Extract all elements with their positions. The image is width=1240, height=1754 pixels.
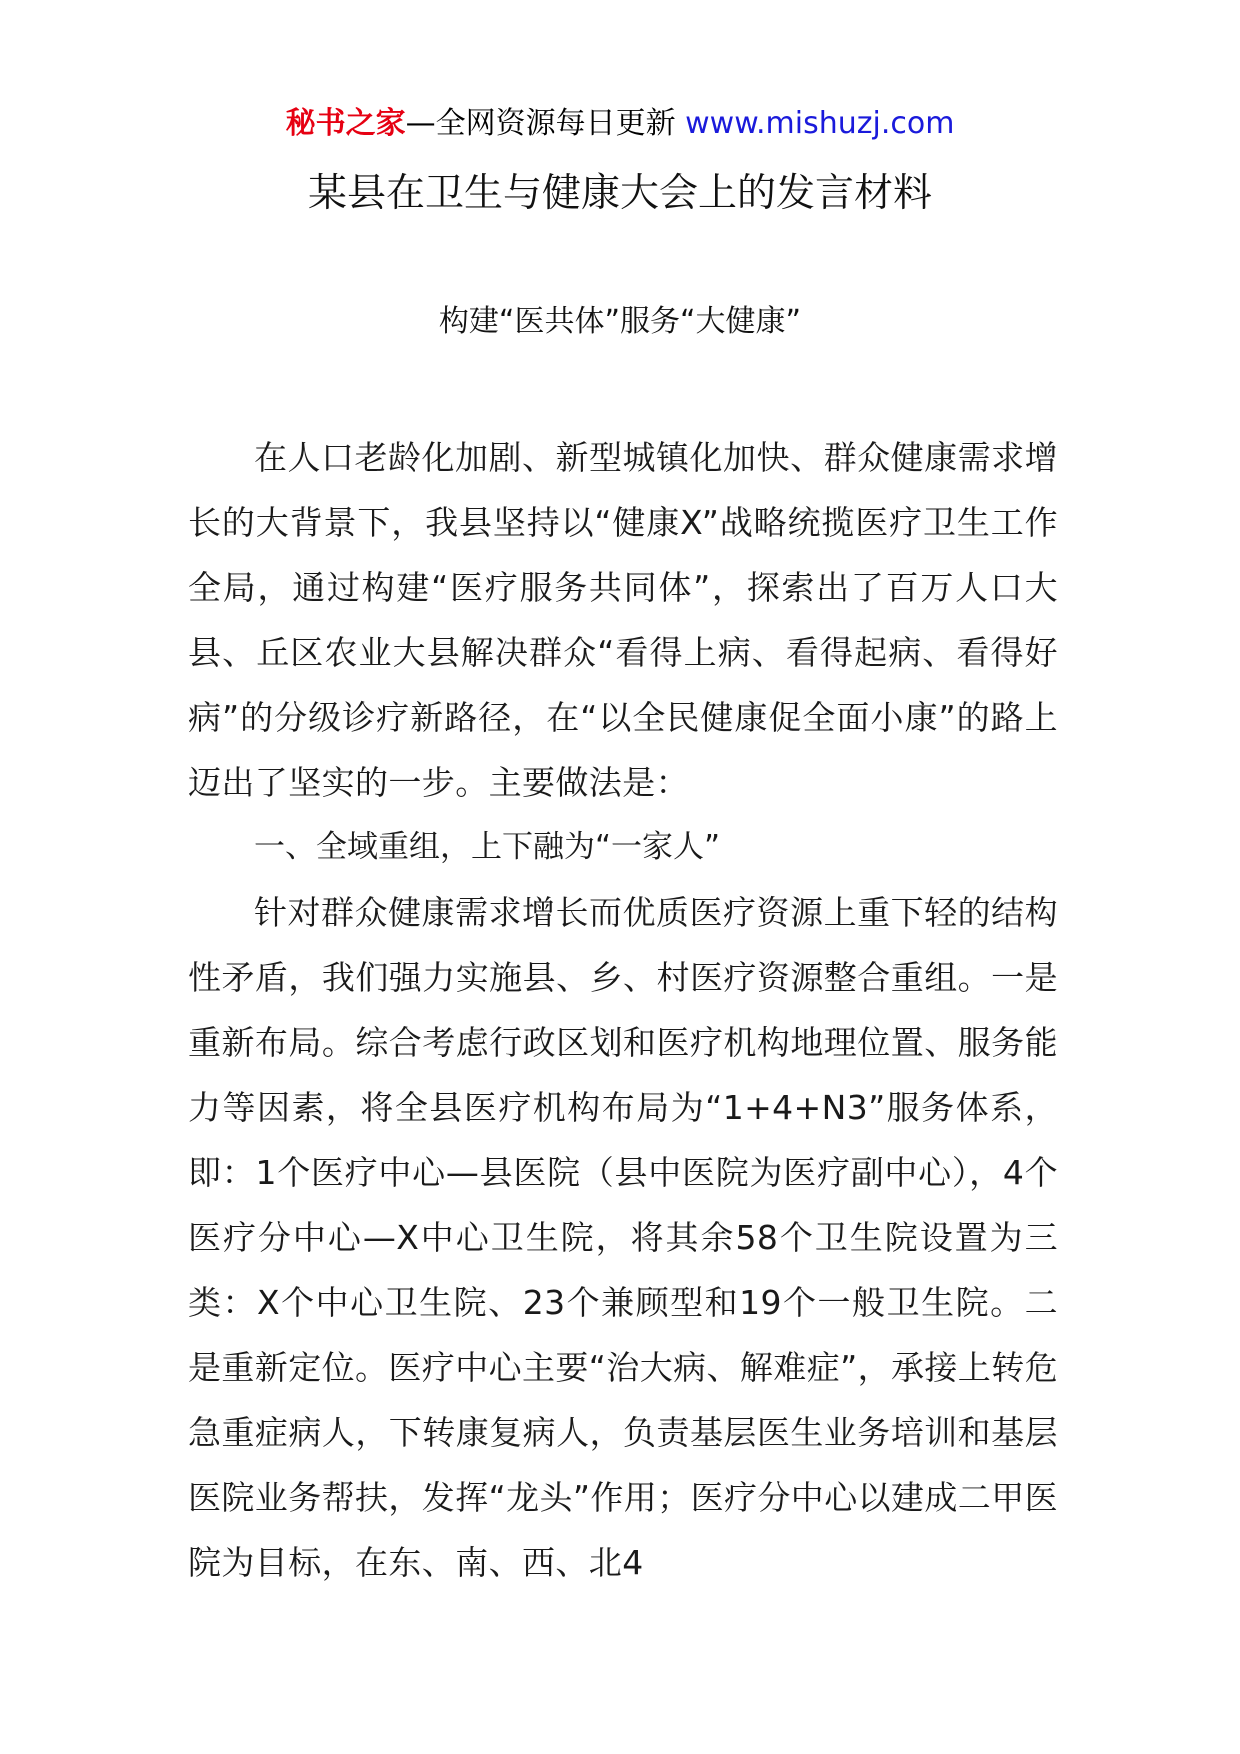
section-heading: 一、全域重组，上下融为“一家人” [254, 829, 721, 865]
intro-paragraph: 在人口老龄化加剧、新型城镇化加快、群众健康需求增长的大背景下，我县坚持以“健康X”战略统揽医疗卫生工作全局，通过构建“医疗服务共同体”，探索出了百万人口大县、丘区农业大县解决群众“看得上病、看得起病、看得好病”的分级诊疗新路径，在“以全民健康促全面小康”的路上迈出了坚实的一步。主要做法是： [188, 438, 1058, 802]
document-subtitle: 构建“医共体”服务“大健康” [438, 304, 802, 339]
header-banner [0, 102, 1240, 146]
document-body [188, 425, 1058, 1595]
website-link[interactable]: www.mishuzj.com [685, 106, 955, 141]
banner-tagline: —全网资源每日更新 [405, 106, 686, 141]
document-title: 某县在卫生与健康大会上的发言材料 [307, 171, 932, 216]
section-paragraph: 针对群众健康需求增长而优质医疗资源上重下轻的结构性矛盾，我们强力实施县、乡、村医疗资源整合重组。一是重新布局。综合考虑行政区划和医疗机构地理位置、服务能力等因素，将全县医疗机构布局为“1+4+N3”服务体系，即：1个医疗中心—县医院（县中医院为医疗副中心），4个医疗分中心—X中心卫生院，将其余58个卫生院设置为三类：X个中心卫生院、23个兼顾型和19个一般卫生院。二是重新定位。医疗中心主要“治大病、解难症”，承接上转危急重症病人，下转康复病人，负责基层医生业务培训和基层医院业务帮扶，发挥“龙头”作用；医疗分中心以建成二甲医院为目标，在东、南、西、北4 [188, 893, 1058, 1582]
brand-name: 秘书之家 [285, 106, 406, 141]
